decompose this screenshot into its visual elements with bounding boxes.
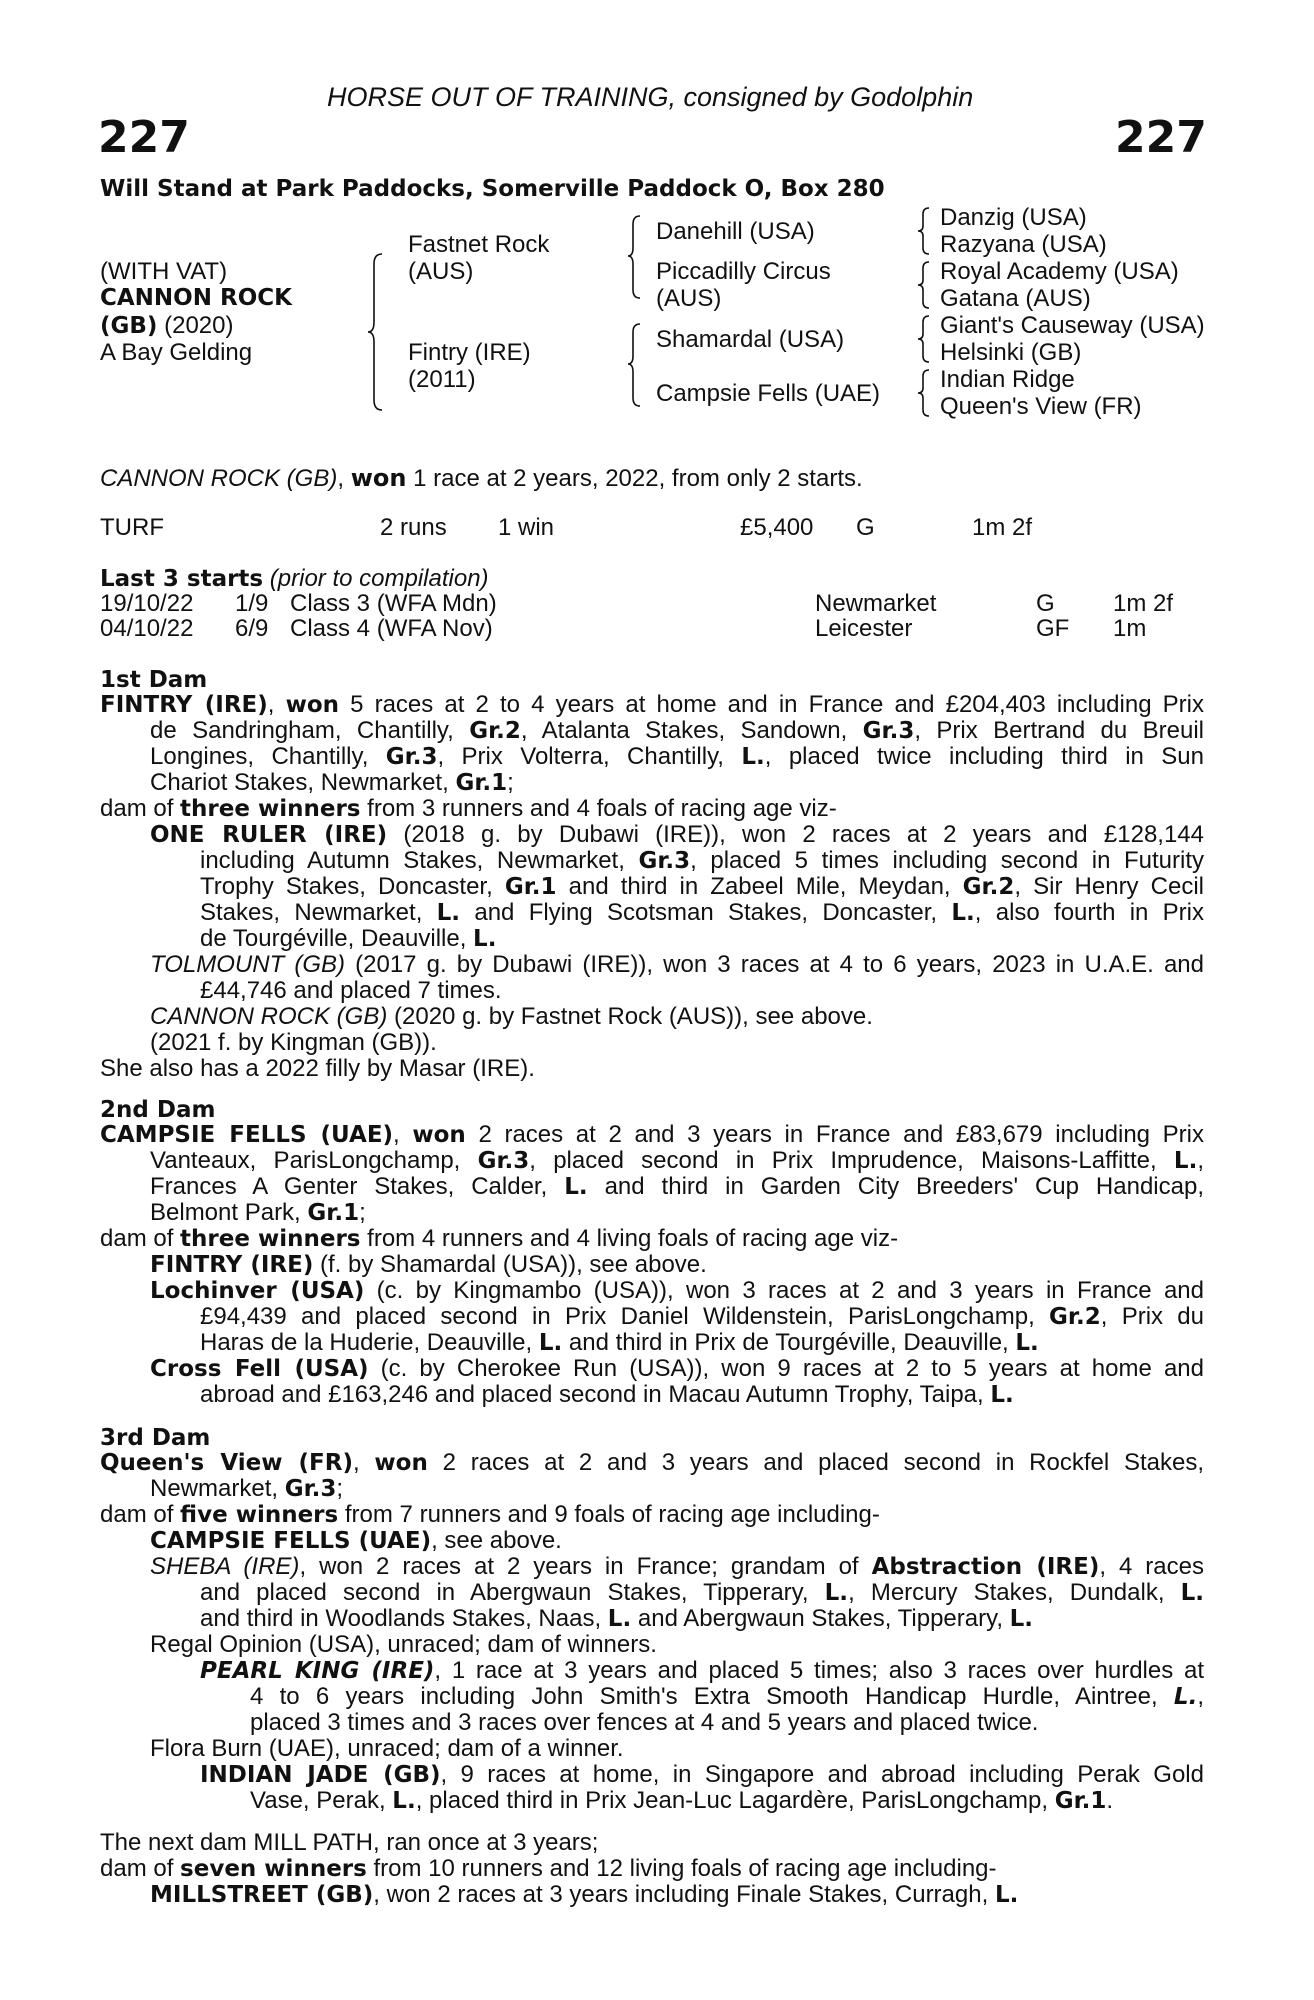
dam3-line: and placed second in Abergwaun Stakes, Tipperary, L., Mercury Stakes, Dundalk, L. (200, 1580, 1204, 1606)
pedigree-bracket-sire (628, 214, 644, 304)
record-wins: 1 win (498, 514, 555, 541)
dam2-line: Belmont Park, Gr.1; (150, 1199, 366, 1226)
start-course: Newmarket (815, 590, 937, 617)
dam1-line: CANNON ROCK (GB) (2020 g. by Fastnet Rock (AUS)), see above. (150, 1003, 873, 1030)
start-dist: 1m 2f (1113, 590, 1174, 617)
dam2-line: Lochinver (USA) (c. by Kingmambo (USA)), won 3 races at 2 and 3 years in France and (150, 1278, 1204, 1304)
sire-sire: Danehill (USA) (656, 218, 815, 245)
dam2-line: dam of three winners from 4 runners and 4 living foals of racing age viz- (100, 1225, 899, 1252)
sire-dam-country: (AUS) (656, 285, 722, 312)
dam3-line: SHEBA (IRE), won 2 races at 2 years in France; grandam of Abstraction (IRE), 4 races (150, 1554, 1204, 1580)
ssd: Razyana (USA) (940, 231, 1107, 258)
start-date: 04/10/22 (100, 615, 194, 642)
sdd: Gatana (AUS) (940, 285, 1091, 312)
pedigree-bracket-gen1 (368, 252, 388, 412)
record-runs: 2 runs (380, 514, 447, 541)
dam2-body (100, 1122, 1204, 1408)
nextdam-line: dam of seven winners from 10 runners and 12 living foals of racing age including- (100, 1855, 997, 1882)
dam3-heading: 3rd Dam (100, 1425, 211, 1451)
dam2-line: Haras de la Huderie, Deauville, L. and third in Prix de Tourgéville, Deauville, L. (200, 1329, 1039, 1356)
dam2-line: FINTRY (IRE) (f. by Shamardal (USA)), see above. (150, 1251, 707, 1278)
dam1-line: dam of three winners from 3 runners and 4 foals of racing age viz- (100, 795, 837, 822)
dam1-line: (2021 f. by Kingman (GB)). (150, 1029, 437, 1056)
nextdam-line: The next dam MILL PATH, ran once at 3 years; (100, 1829, 599, 1856)
horse-year: (2020) (157, 312, 234, 339)
nextdam-line: MILLSTREET (GB), won 2 races at 3 years including Finale Stakes, Curragh, L. (150, 1881, 1019, 1908)
dam3-line: 4 to 6 years including John Smith's Extra Smooth Handicap Hurdle, Aintree, L., (250, 1684, 1204, 1710)
sds: Royal Academy (USA) (940, 258, 1179, 285)
summary-rest: 1 race at 2 years, 2022, from only 2 starts. (406, 465, 863, 492)
record-going: G (856, 514, 875, 541)
dam3-line: Regal Opinion (USA), unraced; dam of winners. (150, 1631, 657, 1658)
sire-country: (AUS) (408, 258, 474, 285)
dam1-line: £44,746 and placed 7 times. (200, 977, 502, 1004)
start-date: 19/10/22 (100, 590, 194, 617)
dam3-line: placed 3 times and 3 races over fences at 4 and 5 years and placed twice. (250, 1709, 1039, 1736)
record-surface: TURF (100, 514, 164, 541)
last-starts-note: (prior to compilation) (263, 565, 489, 592)
horse-description: A Bay Gelding (100, 339, 253, 366)
start-pos: 1/9 (235, 590, 269, 617)
dam-name: Fintry (IRE) (408, 339, 531, 366)
horse-name: CANNON ROCK (100, 285, 292, 311)
ddd: Queen's View (FR) (940, 393, 1142, 420)
record-prize: £5,400 (740, 514, 814, 541)
dam3-line: dam of five winners from 7 runners and 9 foals of racing age including- (100, 1501, 880, 1528)
dam1-line: Longines, Chantilly, Gr.3, Prix Volterra, Chantilly, L., placed twice including third in Sun (150, 744, 1204, 770)
dds: Indian Ridge (940, 366, 1075, 393)
dam3-line: Flora Burn (UAE), unraced; dam of a winner. (150, 1735, 624, 1762)
horse-country-year (100, 312, 233, 340)
dam1-line: TOLMOUNT (GB) (2017 g. by Dubawi (IRE)), won 3 races at 4 to 6 years, 2023 in U.A.E. and (150, 952, 1204, 978)
dss: Giant's Causeway (USA) (940, 312, 1205, 339)
dam3-line: INDIAN JADE (GB), 9 races at home, in Singapore and abroad including Perak Gold (200, 1762, 1204, 1788)
start-going: GF (1036, 615, 1070, 642)
dam1-line: including Autumn Stakes, Newmarket, Gr.3, placed 5 times including second in Futurity (200, 848, 1204, 874)
pedigree-bracket-ds (918, 314, 932, 366)
summary-won: won (350, 464, 407, 492)
dam1-line: FINTRY (IRE), won 5 races at 2 to 4 years at home and in France and £204,403 including Prix (100, 692, 1204, 718)
horse-country: (GB) (100, 313, 158, 339)
dam1-line: Chariot Stakes, Newmarket, Gr.1; (150, 769, 514, 796)
start-class: Class 4 (WFA Nov) (290, 615, 493, 642)
start-dist: 1m (1113, 615, 1147, 642)
pedigree-bracket-dam (628, 322, 644, 412)
vat-note: (WITH VAT) (100, 258, 228, 285)
lot-number-left: 227 (98, 112, 190, 163)
dam1-line: Trophy Stakes, Doncaster, Gr.1 and third in Zabeel Mile, Meydan, Gr.2, Sir Henry Cecil (200, 874, 1204, 900)
sss: Danzig (USA) (940, 204, 1087, 231)
pedigree-bracket-dd (918, 368, 932, 420)
dam-sire: Shamardal (USA) (656, 326, 845, 353)
pedigree-bracket-sd (918, 260, 932, 312)
dam2-line: Cross Fell (USA) (c. by Cherokee Run (USA)), won 9 races at 2 to 5 years at home and (150, 1356, 1204, 1382)
sire-name: Fastnet Rock (408, 231, 550, 258)
sire-dam-name: Piccadilly Circus (656, 258, 831, 285)
dam1-body (100, 692, 1204, 1082)
pedigree-bracket-ss (918, 206, 932, 258)
dam3-line: CAMPSIE FELLS (UAE), see above. (150, 1527, 562, 1554)
start-pos: 6/9 (235, 615, 269, 642)
dam2-line: abroad and £163,246 and placed second in Macau Autumn Trophy, Taipa, L. (200, 1381, 1014, 1408)
dam2-heading: 2nd Dam (100, 1097, 216, 1123)
last-starts-title: Last 3 starts (100, 566, 264, 592)
start-course: Leicester (815, 615, 913, 642)
lot-number-right: 227 (1115, 112, 1207, 163)
consignment-line: HORSE OUT OF TRAINING, consigned by Godolphin (327, 82, 974, 112)
dsd: Helsinki (GB) (940, 339, 1082, 366)
dam3-body (100, 1450, 1204, 1814)
dam1-line: Stakes, Newmarket, L. and Flying Scotsman Stakes, Doncaster, L., also fourth in Prix (200, 900, 1204, 926)
next-dam-body (100, 1830, 1204, 1908)
stand-location: Will Stand at Park Paddocks, Somerville Paddock O, Box 280 (100, 176, 885, 202)
dam3-line: Newmarket, Gr.3; (150, 1475, 344, 1502)
dam1-line: de Sandringham, Chantilly, Gr.2, Atalanta Stakes, Sandown, Gr.3, Prix Bertrand du Breuil (150, 718, 1204, 744)
dam2-line: Vanteaux, ParisLongchamp, Gr.3, placed second in Prix Imprudence, Maisons-Laffitte, L., (150, 1148, 1204, 1174)
dam3-line: and third in Woodlands Stakes, Naas, L. and Abergwaun Stakes, Tipperary, L. (200, 1605, 1034, 1632)
last-starts-heading (100, 566, 489, 592)
dam3-line: PEARL KING (IRE), 1 race at 3 years and placed 5 times; also 3 races over hurdles at (200, 1658, 1204, 1684)
start-class: Class 3 (WFA Mdn) (290, 590, 497, 617)
dam3-line: Vase, Perak, L., placed third in Prix Jean-Luc Lagardère, ParisLongchamp, Gr.1. (250, 1787, 1114, 1814)
dam-dam: Campsie Fells (UAE) (656, 380, 881, 407)
summary-name: CANNON ROCK (GB) (100, 465, 338, 492)
start-going: G (1036, 590, 1055, 617)
dam1-line: de Tourgéville, Deauville, L. (200, 925, 497, 952)
record-distance: 1m 2f (972, 514, 1033, 541)
dam-year: (2011) (408, 366, 476, 393)
dam1-heading: 1st Dam (100, 667, 208, 693)
dam3-line: Queen's View (FR), won 2 races at 2 and 3 years and placed second in Rockfel Stakes, (100, 1450, 1204, 1476)
dam1-line: She also has a 2022 filly by Masar (IRE). (100, 1055, 535, 1082)
dam1-line: ONE RULER (IRE) (2018 g. by Dubawi (IRE)), won 2 races at 2 years and £128,144 (150, 822, 1204, 848)
dam2-line: CAMPSIE FELLS (UAE), won 2 races at 2 and 3 years in France and £83,679 including Prix (100, 1122, 1204, 1148)
dam2-line: Frances A Genter Stakes, Calder, L. and third in Garden City Breeders' Cup Handicap, (150, 1174, 1204, 1200)
dam2-line: £94,439 and placed second in Prix Daniel Wildenstein, ParisLongchamp, Gr.2, Prix du (200, 1304, 1204, 1330)
race-summary: CANNON ROCK (GB), won 1 race at 2 years, 2022, from only 2 starts. (100, 464, 863, 492)
